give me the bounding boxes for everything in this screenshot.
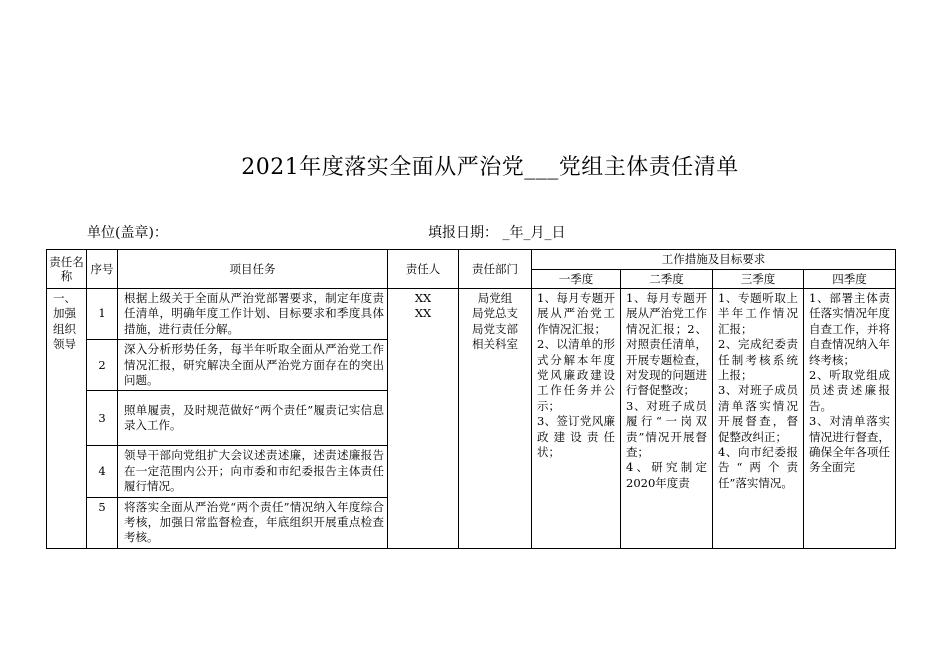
group-dept [459, 289, 532, 549]
header-name: 责任名称 [47, 250, 87, 289]
header-measures: 工作措施及目标要求 [532, 250, 896, 270]
q2-text: 1、每月专题开展从严治党工作情况汇报；2、对照责任清单，开展专题检查，对发现的问题进行督促整改； 3、对班子成员履行“一岗双责”情况开展督查； 4、研究制定2020年度责 [626, 291, 707, 490]
q2-cell [621, 289, 713, 549]
group-name: 一、加强组织领导 [47, 289, 87, 549]
header-q1: 一季度 [532, 269, 621, 289]
q3-cell [713, 289, 804, 549]
row-task: 深入分析形势任务，每半年听取全面从严治党工作情况汇报，研究解决全面从严治党方面存在的突出问题。 [118, 340, 388, 391]
q1-cell [532, 289, 621, 549]
page-title: 2021年度落实全面从严治党___党组主体责任清单 [241, 155, 739, 180]
row-seq: 1 [87, 289, 118, 340]
row-seq: 4 [87, 446, 118, 497]
q3-text: 1、专题听取上半年工作情况汇报； 2、完成纪委责任制考核系统上报； 3、对班子成员清单落实情况开展督查，督促整改纠正； 4、向市纪委报告“两个责任”落实情况。 [718, 291, 798, 490]
row-seq: 5 [87, 497, 118, 548]
row-task: 将落实全面从严治党“两个责任”情况纳入年度综合考核，加强日常监督检查，年底组织开展重点检查考核。 [118, 497, 388, 548]
q4-text: 1、部署主体责任落实情况年度自查工作，并将自查情况纳入年终考核； 2、听取党组成员述责述廉报告。 3、对清单落实情况进行督查，确保全年各项任务全面完 [809, 291, 890, 475]
dept-text: 局党组 局党总支 局党支部 相关科室 [472, 291, 518, 352]
q1-text: 1、每月专题开展从严治党工作情况汇报； 2、以清单的形式分解本年度党风廉政建设工作任务并公示； 3、签订党风廉政建设责任状； [537, 291, 615, 460]
row-task: 根据上级关于全面从严治党部署要求，制定年度责任清单，明确年度工作计划、目标要求和季度具体措施，进行责任分解。 [118, 289, 388, 340]
header-task: 项目任务 [118, 250, 388, 289]
header-q4: 四季度 [804, 269, 896, 289]
header-dept: 责任部门 [459, 250, 532, 289]
group-person [388, 289, 459, 549]
row-seq: 3 [87, 391, 118, 446]
table-row [47, 289, 896, 340]
row-seq: 2 [87, 340, 118, 391]
unit-label: 单位(盖章)： [87, 225, 168, 241]
row-task: 领导干部向党组扩大会议述责述廉，述责述廉报告在一定范围内公开；向市委和市纪委报告主体责任履行情况。 [118, 446, 388, 497]
responsibility-table [46, 249, 896, 549]
header-row [47, 250, 896, 270]
q4-cell [804, 289, 896, 549]
header-person: 责任人 [388, 250, 459, 289]
header-seq: 序号 [87, 250, 118, 289]
row-task: 照单履责，及时规范做好“两个责任”履责记实信息录入工作。 [118, 391, 388, 446]
header-q3: 三季度 [713, 269, 804, 289]
person-text: XX XX [414, 291, 432, 321]
header-q2: 二季度 [621, 269, 713, 289]
date-label: 填报日期： _年_月_日 [428, 225, 566, 241]
